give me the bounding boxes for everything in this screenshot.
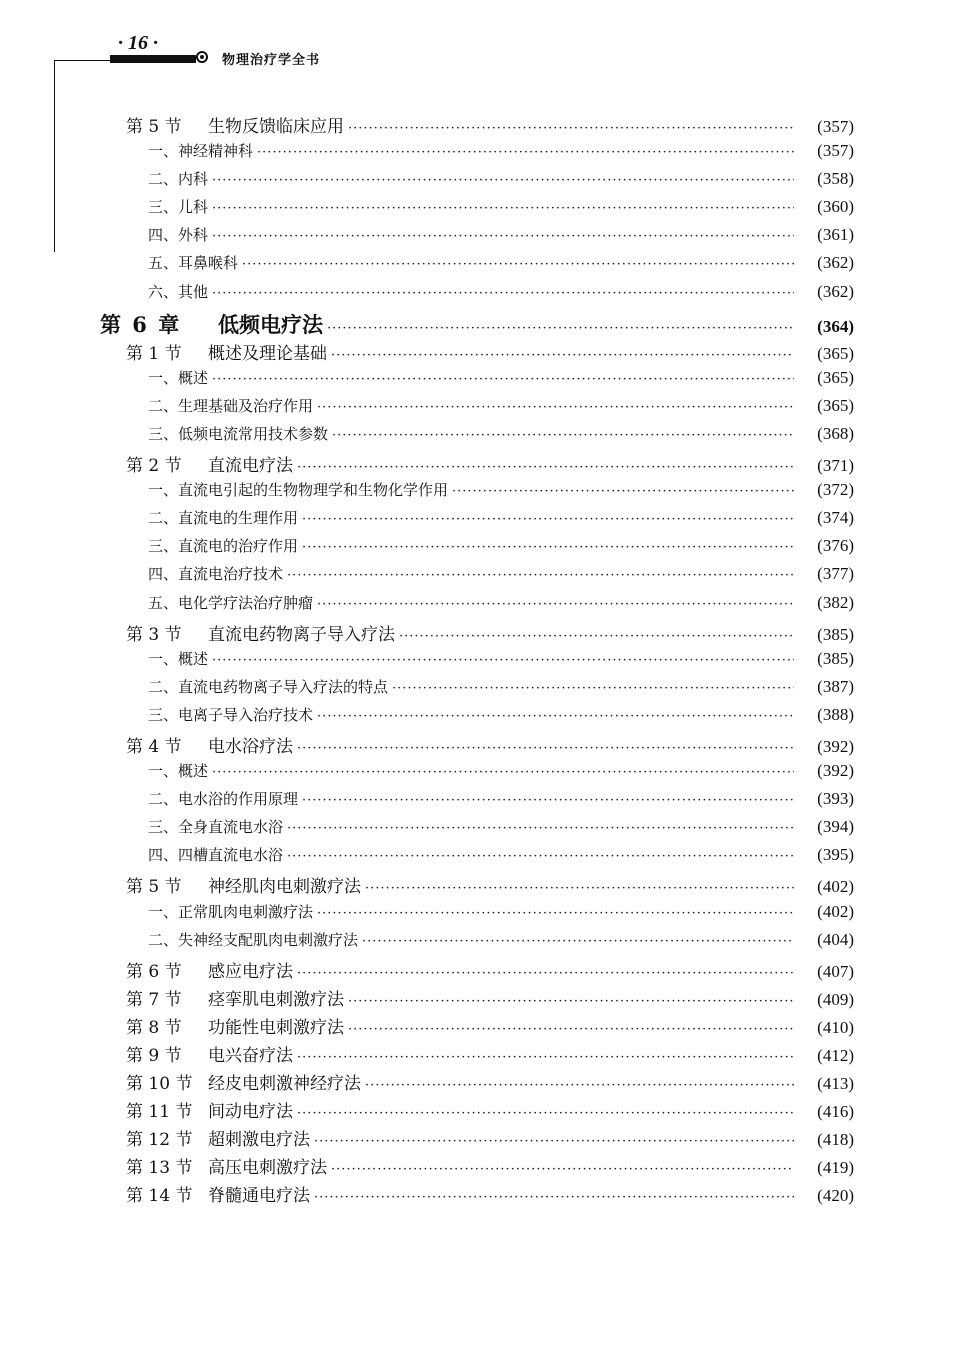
toc-entry-label (126, 1013, 344, 1038)
toc-entry-label (126, 112, 344, 137)
leader-dots (242, 257, 794, 272)
toc-section-row[interactable] (0, 957, 980, 985)
toc-entry-title: 五、耳鼻喉科 (148, 254, 239, 273)
toc-page-number: (365) (817, 343, 854, 363)
toc-entry-label (148, 140, 253, 161)
toc-page-number: (362) (817, 281, 854, 301)
section-number: 第 2 节 (126, 456, 182, 477)
leader-dots (314, 1134, 794, 1149)
toc-page-number: (413) (817, 1074, 854, 1094)
toc-entry-title: 直流电疗法 (208, 456, 293, 477)
toc-section-row[interactable] (0, 620, 980, 648)
leader-dots (399, 629, 794, 644)
toc-entry-label (126, 1153, 327, 1178)
toc-section-row[interactable] (0, 732, 980, 760)
leader-dots (212, 286, 794, 301)
toc-page-number: (357) (817, 141, 854, 161)
toc-entry-label (126, 451, 293, 476)
toc-entry-label (126, 872, 361, 897)
toc-section-row[interactable] (0, 451, 980, 479)
section-number: 第 1 节 (126, 343, 182, 364)
toc-item-row[interactable] (0, 224, 980, 252)
leader-dots (332, 428, 794, 443)
toc-item-row[interactable] (0, 395, 980, 423)
leader-dots (297, 966, 794, 981)
toc-section-row[interactable] (0, 1013, 980, 1041)
toc-item-row[interactable] (0, 140, 980, 168)
toc-section-row[interactable] (0, 985, 980, 1013)
leader-dots (212, 201, 794, 216)
toc-entry-title: 四、四槽直流电水浴 (148, 846, 284, 865)
toc-section-row[interactable] (0, 1181, 980, 1209)
leader-dots (348, 994, 794, 1009)
leader-dots (212, 173, 794, 188)
toc-entry-title: 电兴奋疗法 (208, 1046, 293, 1066)
toc-entry-title: 二、内科 (148, 170, 209, 189)
toc-item-row[interactable] (0, 281, 980, 309)
toc-entry-title: 生物反馈临床应用 (208, 117, 344, 137)
toc-section-row[interactable] (0, 339, 980, 367)
toc-entry-label (148, 676, 388, 697)
leader-dots (297, 460, 794, 475)
toc-item-row[interactable] (0, 196, 980, 224)
toc-entry-label (148, 929, 358, 950)
toc-item-row[interactable] (0, 252, 980, 280)
leader-dots (348, 121, 794, 136)
toc-item-row[interactable] (0, 592, 980, 620)
toc-page-number: (407) (817, 961, 854, 981)
toc-entry-label (148, 563, 283, 584)
leader-dots (212, 372, 794, 387)
leader-dots (302, 793, 794, 808)
toc-entry-label (126, 732, 293, 757)
section-number: 第 13 节 (126, 1158, 193, 1179)
leader-dots (348, 1022, 794, 1037)
toc-page-number: (387) (817, 676, 854, 696)
toc-page-number: (410) (817, 1017, 854, 1037)
toc-entry-label (126, 1069, 361, 1094)
toc-entry-label (148, 479, 448, 500)
toc-entry-label (126, 1041, 293, 1066)
leader-dots (257, 145, 794, 160)
toc-entry-label (148, 367, 208, 388)
toc-page-number: (388) (817, 704, 854, 724)
toc-item-row[interactable] (0, 704, 980, 732)
toc-entry-label (148, 507, 298, 528)
leader-dots (212, 765, 794, 780)
toc-entry-title: 一、神经精神科 (148, 142, 254, 161)
toc-page-number: (394) (817, 817, 854, 837)
toc-page-number: (418) (817, 1130, 854, 1150)
toc-page-number: (365) (817, 367, 854, 387)
toc-entry-title: 神经肌肉电刺激疗法 (208, 877, 361, 898)
toc-entry-title: 二、直流电药物离子导入疗法的特点 (148, 677, 389, 696)
section-number: 第 12 节 (126, 1130, 193, 1151)
toc-entry-title: 二、失神经支配肌肉电刺激疗法 (148, 930, 359, 949)
toc-item-row[interactable] (0, 901, 980, 929)
toc-entry-title: 三、低频电流常用技术参数 (148, 424, 329, 443)
leader-dots (362, 934, 794, 949)
toc-page-number: (368) (817, 423, 854, 443)
table-of-contents (0, 112, 980, 1210)
toc-entry-title: 间动电疗法 (208, 1102, 293, 1123)
toc-item-row[interactable] (0, 367, 980, 395)
toc-section-row[interactable] (0, 1041, 980, 1069)
section-number: 第 3 节 (126, 624, 182, 645)
leader-dots (331, 1162, 794, 1177)
toc-entry-title: 四、外科 (148, 226, 209, 245)
toc-page-number: (420) (817, 1186, 854, 1206)
toc-entry-title: 二、直流电的生理作用 (148, 509, 299, 528)
toc-page-number: (361) (817, 225, 854, 245)
toc-section-row[interactable] (0, 872, 980, 900)
toc-page-number: (360) (817, 197, 854, 217)
toc-page-number: (371) (817, 456, 854, 476)
toc-page-number: (376) (817, 536, 854, 556)
section-number: 第 10 节 (126, 1074, 193, 1095)
toc-section-row[interactable] (0, 112, 980, 140)
toc-entry-title: 超刺激电疗法 (208, 1130, 310, 1151)
toc-entry-label (100, 309, 323, 339)
toc-entry-title: 一、直流电引起的生物物理学和生物化学作用 (148, 481, 449, 500)
leader-dots (317, 709, 794, 724)
leader-dots (297, 1106, 794, 1121)
toc-entry-label (126, 1097, 293, 1122)
toc-entry-title: 三、儿科 (148, 198, 209, 217)
toc-item-row[interactable] (0, 648, 980, 676)
toc-entry-title: 电水浴疗法 (208, 736, 293, 757)
toc-entry-title: 一、正常肌肉电刺激疗法 (148, 902, 314, 921)
toc-entry-label (126, 1181, 310, 1206)
toc-page-number: (393) (817, 789, 854, 809)
toc-entry-title: 三、全身直流电水浴 (148, 818, 284, 837)
leader-dots (287, 821, 794, 836)
leader-dots (212, 653, 794, 668)
toc-page-number: (358) (817, 169, 854, 189)
toc-entry-title: 功能性电刺激疗法 (208, 1017, 344, 1038)
leader-dots (297, 741, 794, 756)
toc-page-number: (362) (817, 253, 854, 273)
section-number: 第 6 节 (126, 961, 182, 982)
toc-entry-title: 六、其他 (148, 282, 209, 301)
toc-entry-label (148, 592, 313, 613)
leader-dots (365, 1078, 794, 1093)
section-number: 第 11 节 (126, 1102, 193, 1123)
leader-dots (317, 400, 794, 415)
toc-page-number: (412) (817, 1046, 854, 1065)
toc-entry-title: 三、直流电的治疗作用 (148, 537, 299, 556)
section-number: 第 5 节 (126, 877, 182, 898)
chapter-number: 第 6 章 (100, 311, 182, 337)
toc-entry-title: 低频电疗法 (218, 311, 323, 337)
page-number: · 16 · (118, 32, 158, 54)
toc-entry-title: 一、概述 (148, 368, 209, 387)
toc-page-number: (404) (817, 929, 854, 949)
header-rule (55, 60, 115, 61)
toc-entry-label (148, 252, 238, 273)
leader-dots (392, 681, 794, 696)
toc-entry-label (148, 535, 298, 556)
toc-item-row[interactable] (0, 788, 980, 816)
toc-entry-title: 二、电水浴的作用原理 (148, 790, 299, 809)
toc-entry-label (148, 816, 283, 837)
toc-page-number: (416) (817, 1102, 854, 1122)
toc-item-row[interactable] (0, 676, 980, 704)
toc-entry-label (148, 760, 208, 781)
toc-page-number: (382) (817, 592, 854, 612)
toc-entry-label (148, 788, 298, 809)
toc-entry-title: 高压电刺激疗法 (208, 1158, 327, 1179)
toc-section-row[interactable] (0, 1069, 980, 1097)
toc-item-row[interactable] (0, 563, 980, 591)
toc-section-row[interactable] (0, 1125, 980, 1153)
leader-dots (287, 849, 794, 864)
toc-entry-title: 四、直流电治疗技术 (148, 565, 284, 584)
toc-page-number: (374) (817, 508, 854, 528)
toc-page-number: (364) (817, 316, 854, 336)
toc-page-number: (395) (817, 845, 854, 865)
toc-entry-title: 痉挛肌电刺激疗法 (208, 989, 344, 1010)
toc-entry-label (148, 224, 208, 245)
toc-entry-label (126, 620, 395, 645)
toc-entry-title: 三、电离子导入治疗技术 (148, 705, 314, 724)
leader-dots (452, 484, 794, 499)
section-number: 第 8 节 (126, 1017, 182, 1038)
section-number: 第 14 节 (126, 1186, 193, 1207)
toc-entry-title: 一、概述 (148, 649, 209, 668)
leader-dots (302, 540, 794, 555)
toc-entry-title: 经皮电刺激神经疗法 (208, 1074, 361, 1095)
leader-dots (365, 881, 794, 896)
header-bar (110, 55, 196, 63)
toc-page-number: (357) (817, 117, 854, 136)
toc-entry-title: 脊髓通电疗法 (208, 1186, 310, 1207)
section-number: 第 7 节 (126, 989, 182, 1010)
section-number: 第 5 节 (126, 117, 182, 137)
leader-dots (331, 348, 794, 363)
toc-entry-label (148, 648, 208, 669)
leader-dots (212, 229, 794, 244)
toc-item-row[interactable] (0, 423, 980, 451)
toc-entry-title: 二、生理基础及治疗作用 (148, 396, 314, 415)
toc-entry-label (148, 395, 313, 416)
toc-entry-label (148, 196, 208, 217)
toc-item-row[interactable] (0, 929, 980, 957)
toc-page-number: (392) (817, 736, 854, 756)
toc-entry-title: 感应电疗法 (208, 961, 293, 982)
toc-page-number: (402) (817, 901, 854, 921)
toc-entry-title: 直流电药物离子导入疗法 (208, 624, 395, 645)
toc-page-number: (365) (817, 395, 854, 415)
toc-entry-title: 一、概述 (148, 762, 209, 781)
toc-item-row[interactable] (0, 760, 980, 788)
toc-section-row[interactable] (0, 1097, 980, 1125)
book-title: 物理治疗学全书 (222, 53, 321, 68)
leader-dots (314, 1190, 794, 1205)
toc-page-number: (392) (817, 761, 854, 781)
toc-entry-title: 五、电化学疗法治疗肿瘤 (148, 593, 314, 612)
page-header (0, 0, 980, 110)
toc-page-number: (409) (817, 989, 854, 1009)
toc-entry-label (126, 1125, 310, 1150)
toc-item-row[interactable] (0, 844, 980, 872)
toc-entry-label (148, 704, 313, 725)
toc-entry-label (148, 901, 313, 922)
leader-dots (317, 906, 794, 921)
toc-page-number: (385) (817, 648, 854, 668)
section-number: 第 9 节 (126, 1046, 182, 1066)
toc-entry-label (148, 168, 208, 189)
toc-entry-label (148, 423, 328, 444)
toc-chapter-row[interactable] (0, 309, 980, 339)
toc-entry-label (126, 339, 327, 364)
toc-entry-label (148, 281, 208, 302)
toc-page-number: (402) (817, 877, 854, 897)
leader-dots (287, 568, 794, 583)
toc-item-row[interactable] (0, 535, 980, 563)
toc-item-row[interactable] (0, 507, 980, 535)
toc-page-number: (385) (817, 624, 854, 644)
leader-dots (327, 321, 794, 336)
toc-page-number: (419) (817, 1158, 854, 1178)
toc-entry-title: 概述及理论基础 (208, 343, 327, 364)
toc-item-row[interactable] (0, 816, 980, 844)
leader-dots (297, 1050, 794, 1065)
toc-item-row[interactable] (0, 168, 980, 196)
toc-item-row[interactable] (0, 479, 980, 507)
toc-page-number: (372) (817, 480, 854, 500)
toc-entry-label (148, 844, 283, 865)
toc-page-number: (377) (817, 564, 854, 584)
toc-entry-label (126, 985, 344, 1010)
toc-entry-label (126, 957, 293, 982)
header-bullet-icon (196, 51, 208, 63)
leader-dots (317, 597, 794, 612)
section-number: 第 4 节 (126, 736, 182, 757)
toc-section-row[interactable] (0, 1153, 980, 1181)
leader-dots (302, 512, 794, 527)
